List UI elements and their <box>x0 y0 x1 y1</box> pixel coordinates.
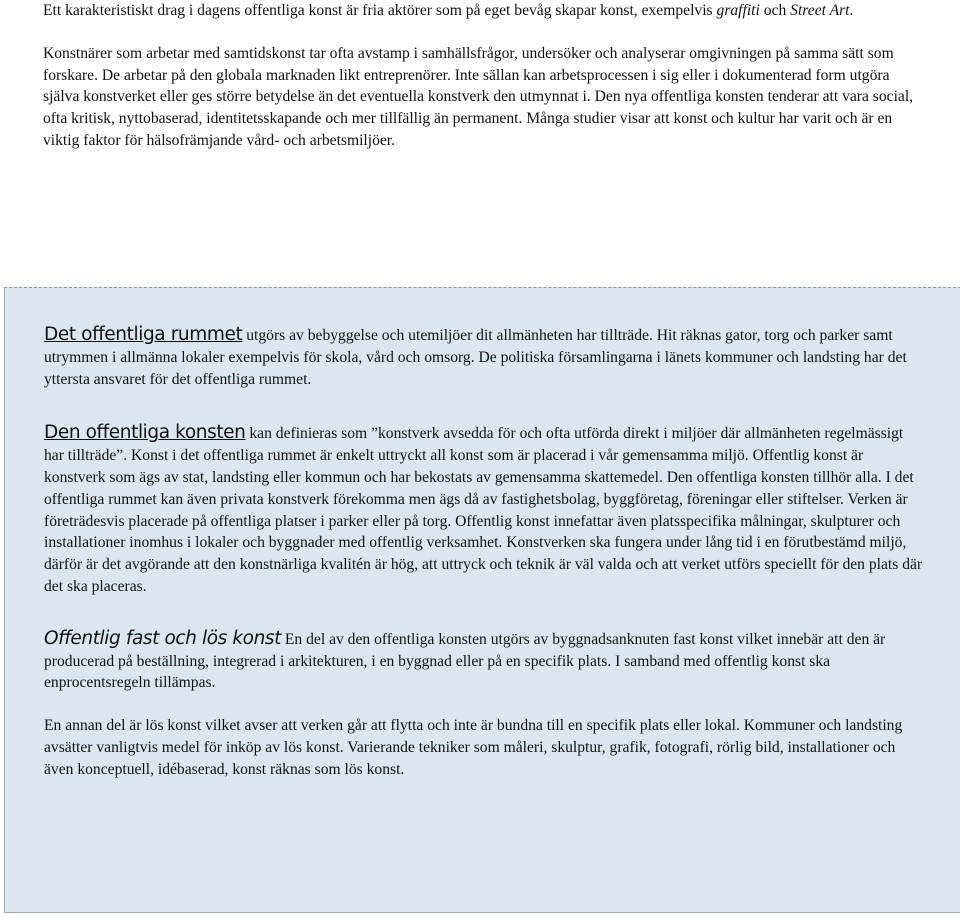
intro-p1-text-b: och <box>759 2 791 19</box>
heading-fast-och-los-konst: Offentlig fast och lös konst <box>44 627 281 649</box>
definitions-content <box>44 324 924 781</box>
intro-paragraph-1 <box>43 0 923 22</box>
section-fast-och-los-konst <box>44 628 924 694</box>
section-offentliga-rummet <box>44 324 924 390</box>
section-offentliga-konsten <box>44 422 924 597</box>
definitions-box <box>4 287 960 913</box>
intro-paragraph-2: Konstnärer som arbetar med samtidskonst tar ofta avstamp i samhällsfrågor, undersöker och analyserar omgivningen på samma sätt som forskare. De arbetar på den globala marknaden likt entreprenörer. Inte sällan kan arbetsprocessen i sig eller i dokumenterad form utgöra själva konstverket eller ges större betydelse än det eventuella konstverk den utmynnat i. Den nya offentliga konsten tenderar att vara social, ofta kritisk, nyttobaserad, identitetsskapande och mer tillfällig än permanent. Många studier visar att konst och kultur har varit och är en viktig faktor för hälsofrämjande vård- och arbetsmiljöer. <box>43 44 914 149</box>
intro-p1-italic-street-art: Street Art <box>790 2 850 19</box>
intro-p1-text-a: Ett karakteristiskt drag i dagens offentliga konst är fria aktörer som på eget bevåg skapar konst, exempelvis <box>43 2 717 19</box>
heading-offentliga-rummet: Det offentliga rummet <box>44 324 243 345</box>
paragraph-los-konst: En annan del är lös konst vilket avser att verken går att flytta och inte är bundna till en specifik plats eller lokal. Kommuner och landsting avsätter vanligtvis medel för inköp av lös konst. Varierande tekniker som måleri, skulptur, grafik, fotografi, rörlig bild, installationer och även konceptuell, idébaserad, konst räknas som lös konst. <box>44 717 903 778</box>
text-fast-konst: En del av den offentliga konsten utgörs av byggnadsanknuten fast konst vilket innebär att den är producerad på beställning, integrerad i arkitekturen, i en byggnad eller på en specifik plats. I samband med offentlig konst ska enprocentsregeln tillämpas. <box>44 630 886 692</box>
text-offentliga-konsten: kan definieras som ”konstverk avsedda för och ofta utförda direkt i miljöer där allmänheten regelmässigt har tillträde”. Konst i det offentliga rummet är enkelt uttryckt all konst som är placerad i vår gemensamma miljö. Offentlig konst är konstverk som ägs av stat, landsting eller kommun och har bekostats av gemensamma skattemedel. Den offentliga konsten tillhör alla. I det offentliga rummet kan även privata konstverk förekomma men ägs då av fastighetsbolag, byggföretag, föreningar eller stiftelser. Verken är företrädesvis placerade på offentliga platser i parker eller på torg. Offentlig konst innefattar även platsspecifika målningar, skulpturer och installationer inomhus i lokaler och byggnader med offentlig verksamhet. Konstverken ska fungera under lång tid i en förutbestämd miljö, därför är det avgörande att den konstnärliga kvalitén är hög, att uttryck och teknik är väl valda och att verket utförs speciellt för den plats där det ska placeras. <box>44 425 923 595</box>
text-offentliga-rummet: utgörs av bebyggelse och utemiljöer dit allmänheten har tillträde. Hit räknas gator, torg och parker samt utrymmen i allmänna lokaler exempelvis för skola, vård och omsorg. De politiska församlingarna i länets kommuner och landsting har det yttersta ansvaret för det offentliga rummet. <box>44 327 907 388</box>
intro-p1-text-c: . <box>849 2 854 19</box>
intro-text-block <box>43 0 923 152</box>
intro-p1-italic-graffiti: graffiti <box>716 2 760 19</box>
heading-offentliga-konsten: Den offentliga konsten <box>44 422 246 444</box>
